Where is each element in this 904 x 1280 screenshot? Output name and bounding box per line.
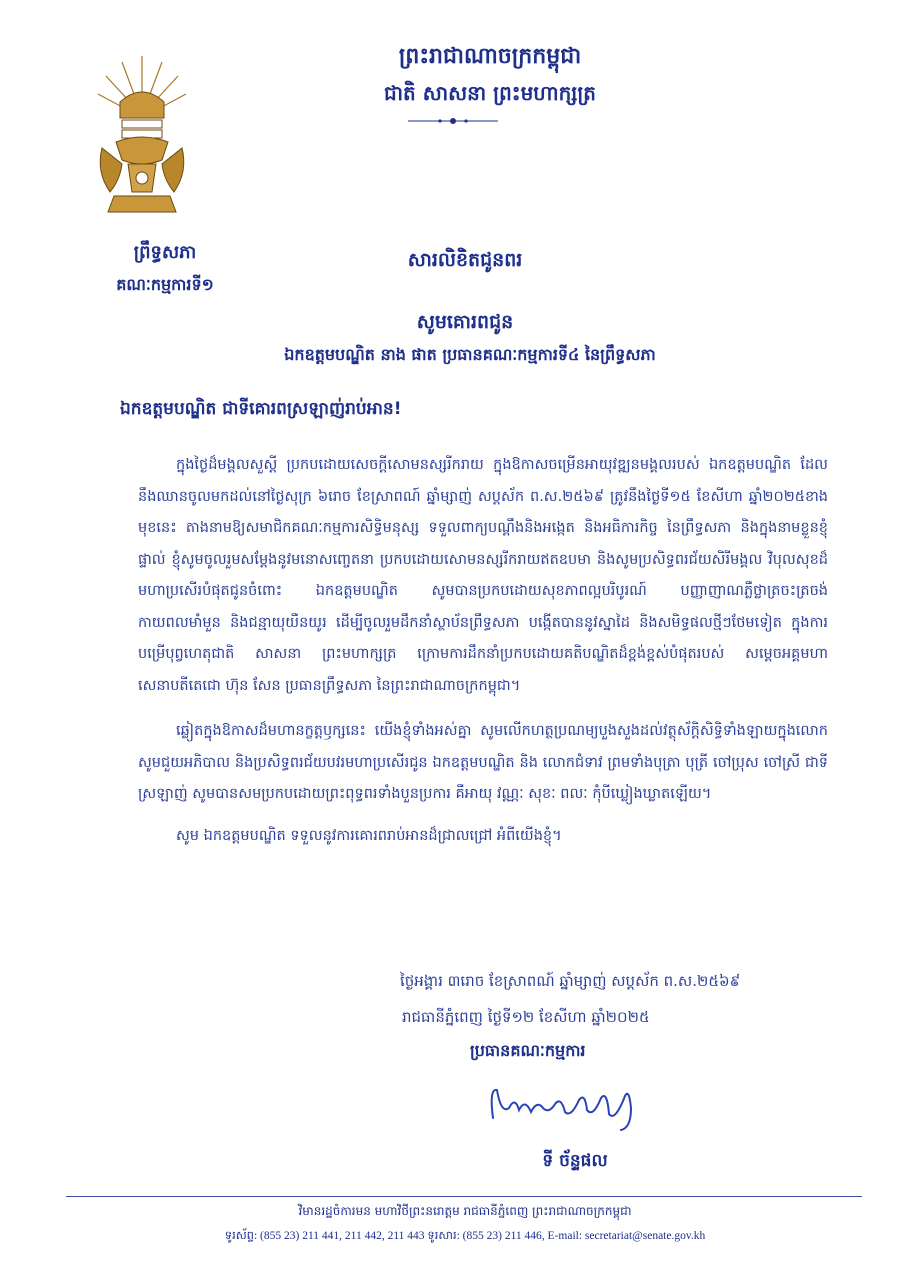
ornament-divider-icon	[408, 116, 498, 126]
salutation: ឯកឧត្តមបណ្ឌិត ជាទីគោរពស្រឡាញ់រាប់អាន!	[120, 399, 402, 419]
handwritten-signature-icon	[475, 1078, 655, 1138]
recipient-name: ឯកឧត្តមបណ្ឌិត នាង ផាត ប្រធានគណៈកម្មការទី៤ នៃព្រឹទ្ធសភា	[284, 345, 656, 364]
body-paragraph-1: ក្នុងថ្ងៃដ៏មង្គលសួស្តី ប្រកបដោយសេចក្តីសោមនស្សរីករាយ ក្នុងឱកាសចម្រើនអាយុវឌ្ឍនមង្គលរបស់ ឯកឧត្តមបណ្ឌិត ដែលនឹងឈានចូលមកដល់នៅថ្ងៃសុក្រ ៦រោច ខែស្រាពណ៍ ឆ្នាំម្សាញ់ សប្តស័ក ព.ស.២៥៦៩ ត្រូវនឹងថ្ងៃទី១៥ ខែសីហា ឆ្នាំ២០២៥ខាងមុខនេះ តាងនាមឱ្យសមាជិកគណៈកម្មការសិទ្ធិមនុស្ស ទទួលពាក្យបណ្តឹងនិងអង្កេត និងអធិការកិច្ច នៃព្រឹទ្ធសភា និងក្នុងនាមខ្លួនខ្ញុំផ្ទាល់ ខ្ញុំសូមចូលរួមសម្តែងនូវមនោសញ្ចេតនា ប្រកបដោយសោមនស្សរីករាយឥតឧបមា និងសូមប្រសិទ្ធពរជ័យសិរីមង្គល វិបុលសុខដ៏មហាប្រសើរបំផុតជូនចំពោះ ឯកឧត្តមបណ្ឌិត សូមបានប្រកបដោយសុខភាពល្អបរិបូរណ៍ បញ្ញាញាណភ្លឺថ្លាត្រចះត្រចង់ កាយពលមាំមួន និងជន្មាយុយឺនយូរ ដើម្បីចូលរួមដឹកនាំស្ថាប័នព្រឹទ្ធសភា បង្កើតបាននូវស្នាដៃ និងសមិទ្ធផលថ្មីៗថែមទៀត ក្នុងការបម្រើបុព្វហេតុជាតិ សាសនា ព្រះមហាក្សត្រ ក្រោមការដឹកនាំប្រកបដោយគតិបណ្ឌិតដ៏ខ្ពង់ខ្ពស់បំផុតរបស់ សម្តេចអគ្គមហាសេនាបតីតេជោ ហ៊ុន សែន ប្រធានព្រឹទ្ធសភា នៃព្រះរាជាណាចក្រកម្ពុជា។	[138, 457, 828, 694]
kingdom-heading: ព្រះរាជាណាចក្រកម្ពុជា	[398, 44, 582, 69]
footer-contact: ទូរស័ព្ទ: (855 23) 211 441, 211 442, 211 443 ទូរសារ: (855 23) 211 446, E-mail: secretariat@senate.gov.kh	[224, 1230, 706, 1242]
footer-address: វិមានរដ្ឋចំការមន មហាវិថីព្រះនរោត្តម រាជធានីភ្នំពេញ ព្រះរាជាណាចក្រកម្ពុជា	[298, 1204, 632, 1218]
signer-title: ប្រធានគណៈកម្មការ	[470, 1041, 586, 1060]
lunar-date: ថ្ងៃអង្គារ ៣រោច ខែស្រាពណ៍ ឆ្នាំម្សាញ់ សប្តស័ក ព.ស.២៥៦៩	[400, 972, 741, 990]
document-title: សារលិខិតជូនពរ	[407, 249, 523, 271]
letter-body	[138, 450, 828, 852]
senate-emblem-icon	[92, 52, 192, 220]
org-name: ព្រឹទ្ធសភា	[133, 242, 197, 263]
signer-name: ទី ច័ន្ទផល	[542, 1151, 608, 1171]
footer-divider	[66, 1196, 862, 1197]
solar-date: រាជធានីភ្នំពេញ ថ្ងៃទី១២ ខែសីហា ឆ្នាំ២០២៥	[402, 1008, 650, 1026]
body-paragraph-3: សូម ឯកឧត្តមបណ្ឌិត ទទួលនូវការគោរពរាប់អានដ៏ជ្រាលជ្រៅ អំពីយើងខ្ញុំ។	[176, 827, 562, 844]
national-motto: ជាតិ សាសនា ព្រះមហាក្សត្រ	[384, 81, 596, 105]
body-paragraph-2: ឆ្លៀតក្នុងឱកាសដ៏មហានក្ខត្តឫក្សនេះ យើងខ្ញុំទាំងអស់គ្នា សូមលើកហត្ថប្រណម្យបួងសួងដល់វត្ថុស័ក្តិសិទ្ធិទាំងឡាយក្នុងលោក សូមជួយអភិបាល និងប្រសិទ្ធពរជ័យបវរមហាប្រសើរជូន ឯកឧត្តមបណ្ឌិត និង លោកជំទាវ ព្រមទាំងបុត្រា បុត្រី ចៅប្រុស ចៅស្រី ជាទីស្រឡាញ់ សូមបានសមប្រកបដោយព្រះពុទ្ធពរទាំងបួនប្រការ គឺអាយុ វណ្ណៈ សុខៈ ពលៈ កុំបីឃ្លៀងឃ្លាតឡើយ។	[138, 723, 828, 802]
org-unit: គណៈកម្មការទី១	[116, 275, 214, 294]
recipient-greeting: សូមគោរពជូន	[416, 311, 514, 333]
